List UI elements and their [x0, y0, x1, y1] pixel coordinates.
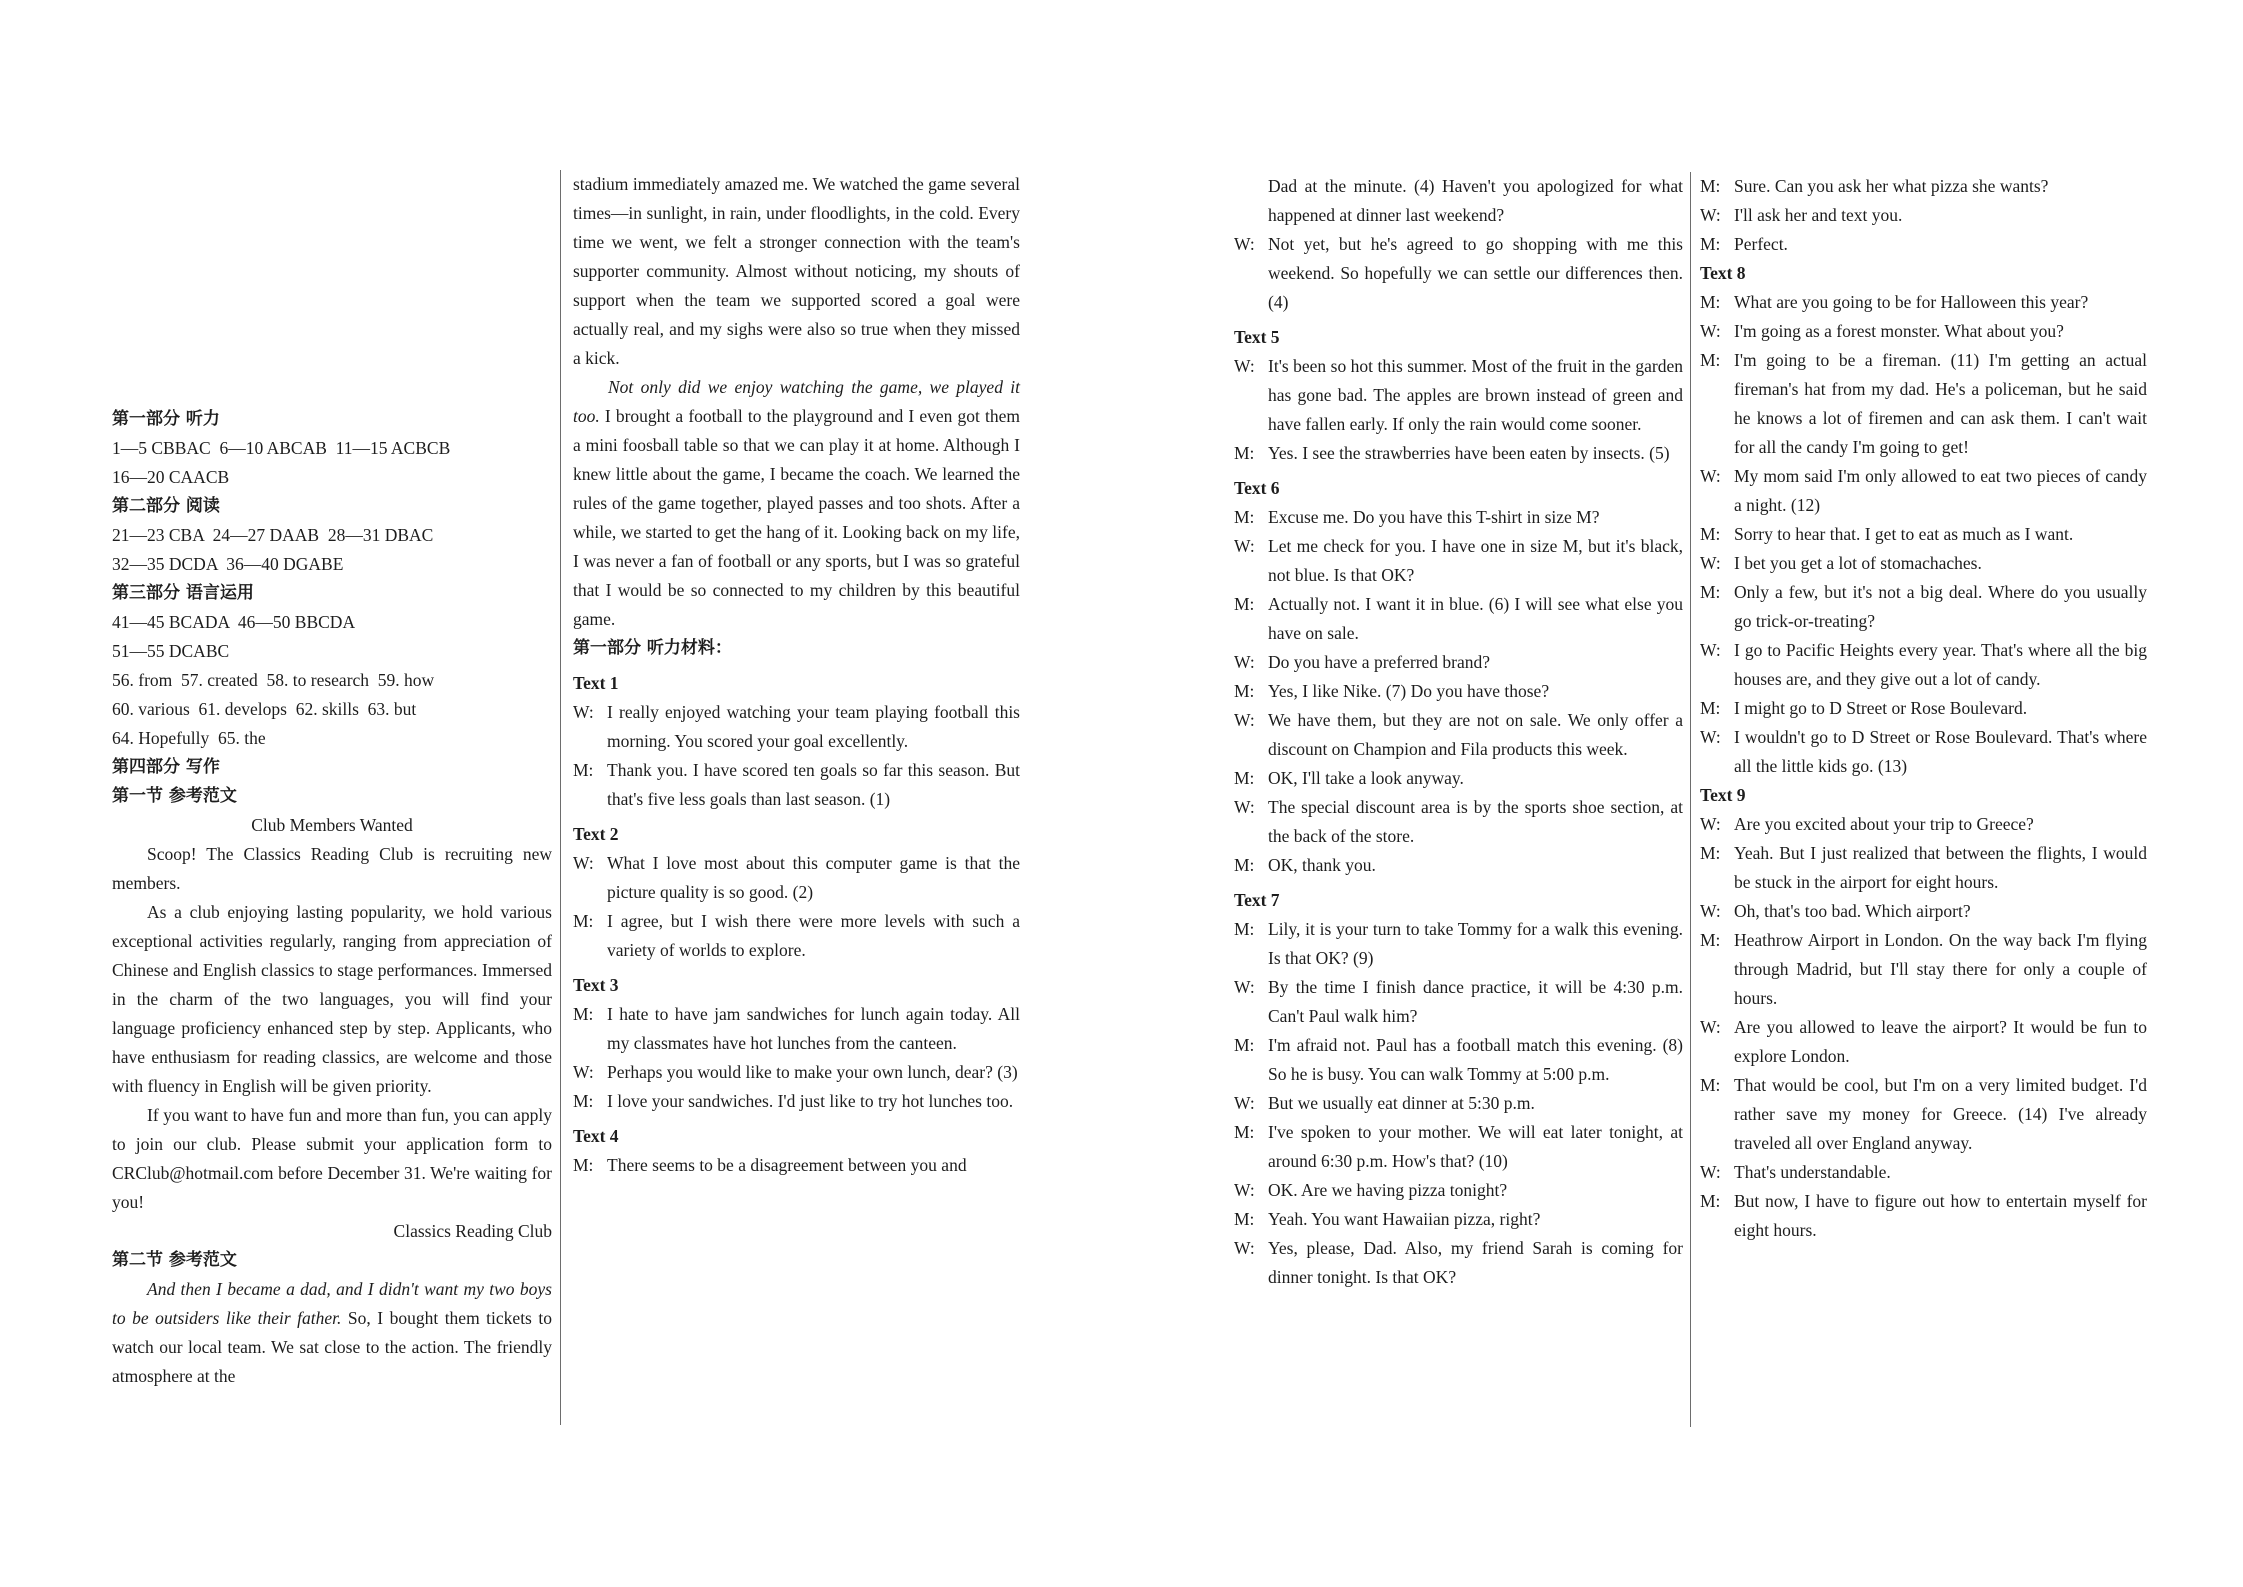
dialogue-text: Dad at the minute. (4) Haven't you apologized for what happened at dinner last weekend?: [1268, 176, 1683, 225]
answer-line: 51—55 DCABC: [112, 641, 230, 661]
dialogue-text: What I love most about this computer game is that the picture quality is so good. (2): [607, 853, 1020, 902]
speaker: M:: [1234, 1122, 1255, 1142]
dialogue-line: [1234, 590, 1683, 648]
speaker: M:: [1700, 176, 1721, 196]
speaker: W:: [573, 853, 594, 873]
dialogue-text: I'll ask her and text you.: [1734, 205, 1903, 225]
dialogue-line: [573, 1058, 1020, 1087]
dialogue-line: [1234, 503, 1683, 532]
dialogue-text: I bet you get a lot of stomachaches.: [1734, 553, 1982, 573]
dialogue-line: [1700, 926, 2147, 1013]
speaker: W:: [1700, 466, 1721, 486]
speaker: M:: [1700, 930, 1721, 950]
speaker: M:: [1700, 292, 1721, 312]
section-heading: 第一部分 听力: [112, 409, 220, 429]
dialogue-text: But we usually eat dinner at 5:30 p.m.: [1268, 1093, 1535, 1113]
answer-line: 56. from 57. created 58. to research 59. how: [112, 670, 435, 690]
dialogue-text: I agree, but I wish there were more levels with such a variety of worlds to explore.: [607, 911, 1020, 960]
dialogue-text: We have them, but they are not on sale. We only offer a discount on Champion and Fila products this week.: [1268, 710, 1683, 759]
dialogue-text: Excuse me. Do you have this T-shirt in size M?: [1268, 507, 1600, 527]
paragraph: As a club enjoying lasting popularity, we hold various exceptional activities regularly, ranging from appreciation of Chinese and English classics to stage performances. Immersed in the charm of the two languages, you will find your language proficiency enhanced step by step. Applicants, who have enthusiasm for reading classics, are welcome and those with fluency in English will be given priority.: [112, 902, 552, 1096]
column-answers: [112, 405, 552, 1391]
speaker: M:: [573, 760, 594, 780]
dialogue-text: It's been so hot this summer. Most of the fruit in the garden has gone bad. The apples are brown instead of green and have fallen early. If only the rain would come sooner.: [1268, 356, 1683, 434]
paragraph: [112, 1275, 552, 1391]
dialogue-line: [1234, 793, 1683, 851]
dialogue-text: I'm going as a forest monster. What about you?: [1734, 321, 2064, 341]
speaker: M:: [573, 1155, 594, 1175]
dialogue-line: [573, 1151, 1020, 1180]
dialogue-text: That's understandable.: [1734, 1162, 1891, 1182]
dialogue-text: What are you going to be for Halloween this year?: [1734, 292, 2089, 312]
dialogue-line: [1700, 1158, 2147, 1187]
dialogue-text: Are you excited about your trip to Greece?: [1734, 814, 2034, 834]
dialogue-line: [1700, 723, 2147, 781]
paragraph-text: So, I bought them tickets to watch our local team. We sat close to the action. The friendly atmosphere at the: [112, 1308, 552, 1386]
answer-line: 21—23 CBA 24—27 DAAB 28—31 DBAC: [112, 525, 434, 545]
dialogue-line: [1234, 851, 1683, 880]
dialogue-text: Let me check for you. I have one in size M, but it's black, not blue. Is that OK?: [1268, 536, 1683, 585]
dialogue-text: Thank you. I have scored ten goals so far this season. But that's five less goals than last season. (1): [607, 760, 1020, 809]
speaker: W:: [1700, 814, 1721, 834]
dialogue-text: Yes, please, Dad. Also, my friend Sarah is coming for dinner tonight. Is that OK?: [1268, 1238, 1683, 1287]
dialogue-line: [573, 907, 1020, 965]
speaker: W:: [1700, 321, 1721, 341]
dialogue-line: [1234, 706, 1683, 764]
essay-title: Club Members Wanted: [251, 815, 413, 835]
answer-line: 32—35 DCDA 36—40 DGABE: [112, 554, 344, 574]
italic-sentence: Not only did we enjoy watching the game, we played it too.: [573, 377, 1020, 426]
answer-line: 41—45 BCADA 46—50 BBCDA: [112, 612, 356, 632]
dialogue-line: [1234, 1234, 1683, 1292]
dialogue-text: There seems to be a disagreement between you and: [607, 1155, 967, 1175]
dialogue-line: [1234, 532, 1683, 590]
speaker: W:: [1700, 553, 1721, 573]
dialogue-line: [573, 698, 1020, 756]
speaker: M:: [1234, 855, 1255, 875]
dialogue-line: [1234, 764, 1683, 793]
dialogue-text: Perfect.: [1734, 234, 1788, 254]
column-divider: [1690, 172, 1691, 1427]
speaker: M:: [573, 1091, 594, 1111]
dialogue-text: Heathrow Airport in London. On the way back I'm flying through Madrid, but I'll stay there for only a couple of hours.: [1734, 930, 2147, 1008]
speaker: W:: [1234, 234, 1255, 254]
paragraph-text: I brought a football to the playground and I even got them a mini foosball table so that we can play it at home. Although I knew little about the game, I became the coach. We learned the rules of the game together, played passes and too shots. After a while, we started to get the hang of it. Looking back on my life, I was never a fan of football or any sports, but I was so grateful that I would be so connected to my children by this beautiful game.: [573, 406, 1020, 629]
dialogue-line: [1234, 230, 1683, 317]
dialogue-text: But now, I have to figure out how to entertain myself for eight hours.: [1734, 1191, 2147, 1240]
paragraph: Scoop! The Classics Reading Club is recruiting new members.: [112, 844, 552, 893]
text-heading: Text 3: [573, 975, 619, 995]
speaker: M:: [1234, 443, 1255, 463]
dialogue-line: [1234, 1031, 1683, 1089]
speaker: W:: [1700, 205, 1721, 225]
dialogue-line: [1234, 648, 1683, 677]
italic-sentence: And then I became a dad, and I didn't want my two boys to be outsiders like their father.: [112, 1279, 552, 1328]
dialogue-text: My mom said I'm only allowed to eat two pieces of candy a night. (12): [1734, 466, 2147, 515]
speaker: M:: [1700, 524, 1721, 544]
dialogue-line: [1700, 839, 2147, 897]
speaker: W:: [1234, 1093, 1255, 1113]
text-heading: Text 8: [1700, 263, 1746, 283]
dialogue-text: I'm going to be a fireman. (11) I'm getting an actual fireman's hat from my dad. He's a policeman, but he said he knows a lot of firemen and can ask them. I can't wait for all the candy I'm going to get!: [1734, 350, 2147, 457]
speaker: M:: [1700, 582, 1721, 602]
dialogue-line: [1700, 1071, 2147, 1158]
dialogue-text: Yeah. You want Hawaiian pizza, right?: [1268, 1209, 1541, 1229]
dialogue-line: [1700, 201, 2147, 230]
dialogue-text: Lily, it is your turn to take Tommy for a walk this evening. Is that OK? (9): [1268, 919, 1683, 968]
speaker: W:: [1234, 797, 1255, 817]
speaker: M:: [1234, 594, 1255, 614]
text-heading: Text 7: [1234, 890, 1280, 910]
section-heading: 第三部分 语言运用: [112, 583, 254, 603]
speaker: M:: [1700, 698, 1721, 718]
speaker: W:: [1234, 977, 1255, 997]
speaker: W:: [1700, 1162, 1721, 1182]
dialogue-text: I'm afraid not. Paul has a football match this evening. (8) So he is busy. You can walk Tommy at 5:00 p.m.: [1268, 1035, 1683, 1084]
speaker: W:: [1700, 640, 1721, 660]
dialogue-line: [1234, 915, 1683, 973]
speaker: M:: [1700, 350, 1721, 370]
speaker: M:: [573, 911, 594, 931]
text-heading: Text 5: [1234, 327, 1280, 347]
dialogue-text: That would be cool, but I'm on a very limited budget. I'd rather save my money for Greece. (14) I've already traveled all over England anyway.: [1734, 1075, 2147, 1153]
text-heading: Text 2: [573, 824, 619, 844]
dialogue-line: [1700, 578, 2147, 636]
speaker: W:: [1234, 356, 1255, 376]
dialogue-line: [573, 849, 1020, 907]
dialogue-line: [1700, 694, 2147, 723]
dialogue-text: Actually not. I want it in blue. (6) I will see what else you have on sale.: [1268, 594, 1683, 643]
dialogue-line: [1700, 462, 2147, 520]
speaker: M:: [1234, 1209, 1255, 1229]
dialogue-line: [1234, 1089, 1683, 1118]
dialogue-line: [1700, 288, 2147, 317]
speaker: M:: [1234, 1035, 1255, 1055]
dialogue-text: Sure. Can you ask her what pizza she wants?: [1734, 176, 2049, 196]
dialogue-line: [1700, 172, 2147, 201]
answer-line: 64. Hopefully 65. the: [112, 728, 266, 748]
dialogue-text: Do you have a preferred brand?: [1268, 652, 1491, 672]
dialogue-text: Perhaps you would like to make your own lunch, dear? (3): [607, 1062, 1018, 1082]
speaker: W:: [1234, 1238, 1255, 1258]
dialogue-text: I love your sandwiches. I'd just like to try hot lunches too.: [607, 1091, 1014, 1111]
dialogue-line: [573, 1087, 1020, 1116]
speaker: M:: [1700, 234, 1721, 254]
paragraph: stadium immediately amazed me. We watched the game several times—in sunlight, in rain, under floodlights, in the cold. Every time we went, we felt a stronger connection with the team's supporter community. Almost without noticing, my shouts of support when the team we supported scored a goal were actually real, and my sighs were also so true when they missed a kick.: [573, 174, 1020, 368]
speaker: W:: [1234, 1180, 1255, 1200]
speaker: M:: [1700, 1191, 1721, 1211]
dialogue-text: Oh, that's too bad. Which airport?: [1734, 901, 1971, 921]
signature: Classics Reading Club: [393, 1221, 552, 1241]
dialogue-line: [1700, 897, 2147, 926]
dialogue-line: [1700, 346, 2147, 462]
section-heading: 第四部分 写作: [112, 757, 220, 777]
dialogue-line: [1234, 1205, 1683, 1234]
dialogue-line: [573, 1000, 1020, 1058]
answer-line: 16—20 CAACB: [112, 467, 230, 487]
paragraph: [573, 373, 1020, 634]
dialogue-text: I wouldn't go to D Street or Rose Boulevard. That's where all the little kids go. (13): [1734, 727, 2147, 776]
dialogue-text: Not yet, but he's agreed to go shopping with me this weekend. So hopefully we can settle our differences then. (4): [1268, 234, 1683, 312]
speaker: M:: [1234, 768, 1255, 788]
speaker: W:: [1234, 652, 1255, 672]
dialogue-line: [1700, 1013, 2147, 1071]
speaker: M:: [1234, 681, 1255, 701]
speaker: W:: [1234, 710, 1255, 730]
column-listening-1: [1234, 172, 1683, 1292]
subsection-heading: 第二节 参考范文: [112, 1250, 237, 1270]
column-listening-2: [1700, 172, 2147, 1245]
dialogue-text: I go to Pacific Heights every year. That's where all the big houses are, and they give out a lot of candy.: [1734, 640, 2147, 689]
speaker: M:: [1234, 507, 1255, 527]
paragraph: If you want to have fun and more than fun, you can apply to join our club. Please submit your application form to CRClub@hotmail.com before December 31. We're waiting for you!: [112, 1105, 552, 1212]
speaker: W:: [1700, 1017, 1721, 1037]
answer-line: 1—5 CBBAC 6—10 ABCAB 11—15 ACBCB: [112, 438, 451, 458]
dialogue-line: [1234, 352, 1683, 439]
dialogue-text: Yes, I like Nike. (7) Do you have those?: [1268, 681, 1550, 701]
answer-line: 60. various 61. develops 62. skills 63. but: [112, 699, 417, 719]
speaker: W:: [1234, 536, 1255, 556]
dialogue-line: [1700, 549, 2147, 578]
section-heading: 第一部分 听力材料：: [573, 638, 732, 658]
text-heading: Text 9: [1700, 785, 1746, 805]
subsection-heading: 第一节 参考范文: [112, 786, 237, 806]
dialogue-text: The special discount area is by the sports shoe section, at the back of the store.: [1268, 797, 1683, 846]
dialogue-line: [1700, 1187, 2147, 1245]
column-continuation: [573, 170, 1020, 1180]
dialogue-text: OK, thank you.: [1268, 855, 1376, 875]
dialogue-line: [1700, 230, 2147, 259]
dialogue-text: By the time I finish dance practice, it will be 4:30 p.m. Can't Paul walk him?: [1268, 977, 1683, 1026]
dialogue-text: Yes. I see the strawberries have been eaten by insects. (5): [1268, 443, 1670, 463]
dialogue-line: [1700, 317, 2147, 346]
column-divider: [560, 170, 561, 1425]
dialogue-line: [1700, 636, 2147, 694]
dialogue-text: Yeah. But I just realized that between the flights, I would be stuck in the airport for eight hours.: [1734, 843, 2147, 892]
speaker: M:: [1700, 1075, 1721, 1095]
speaker: M:: [1234, 919, 1255, 939]
text-heading: Text 6: [1234, 478, 1280, 498]
dialogue-text: Only a few, but it's not a big deal. Where do you usually go trick-or-treating?: [1734, 582, 2147, 631]
dialogue-text: OK. Are we having pizza tonight?: [1268, 1180, 1508, 1200]
dialogue-line: [1700, 810, 2147, 839]
dialogue-text: OK, I'll take a look anyway.: [1268, 768, 1464, 788]
dialogue-line: [573, 756, 1020, 814]
speaker: W:: [573, 702, 594, 722]
dialogue-line: [1234, 172, 1683, 230]
dialogue-text: Sorry to hear that. I get to eat as much as I want.: [1734, 524, 2074, 544]
speaker: M:: [573, 1004, 594, 1024]
dialogue-line: [1700, 520, 2147, 549]
dialogue-text: I really enjoyed watching your team playing football this morning. You scored your goal excellently.: [607, 702, 1020, 751]
dialogue-text: I hate to have jam sandwiches for lunch again today. All my classmates have hot lunches from the canteen.: [607, 1004, 1020, 1053]
speaker: M:: [1700, 843, 1721, 863]
text-heading: Text 1: [573, 673, 619, 693]
dialogue-line: [1234, 439, 1683, 468]
dialogue-text: Are you allowed to leave the airport? It would be fun to explore London.: [1734, 1017, 2147, 1066]
dialogue-text: I've spoken to your mother. We will eat later tonight, at around 6:30 p.m. How's that? (10): [1268, 1122, 1683, 1171]
speaker: W:: [1700, 727, 1721, 747]
speaker: W:: [1700, 901, 1721, 921]
dialogue-line: [1234, 973, 1683, 1031]
dialogue-line: [1234, 1118, 1683, 1176]
dialogue-line: [1234, 677, 1683, 706]
dialogue-text: I might go to D Street or Rose Boulevard.: [1734, 698, 2028, 718]
dialogue-line: [1234, 1176, 1683, 1205]
section-heading: 第二部分 阅读: [112, 496, 220, 516]
text-heading: Text 4: [573, 1126, 619, 1146]
speaker: W:: [573, 1062, 594, 1082]
